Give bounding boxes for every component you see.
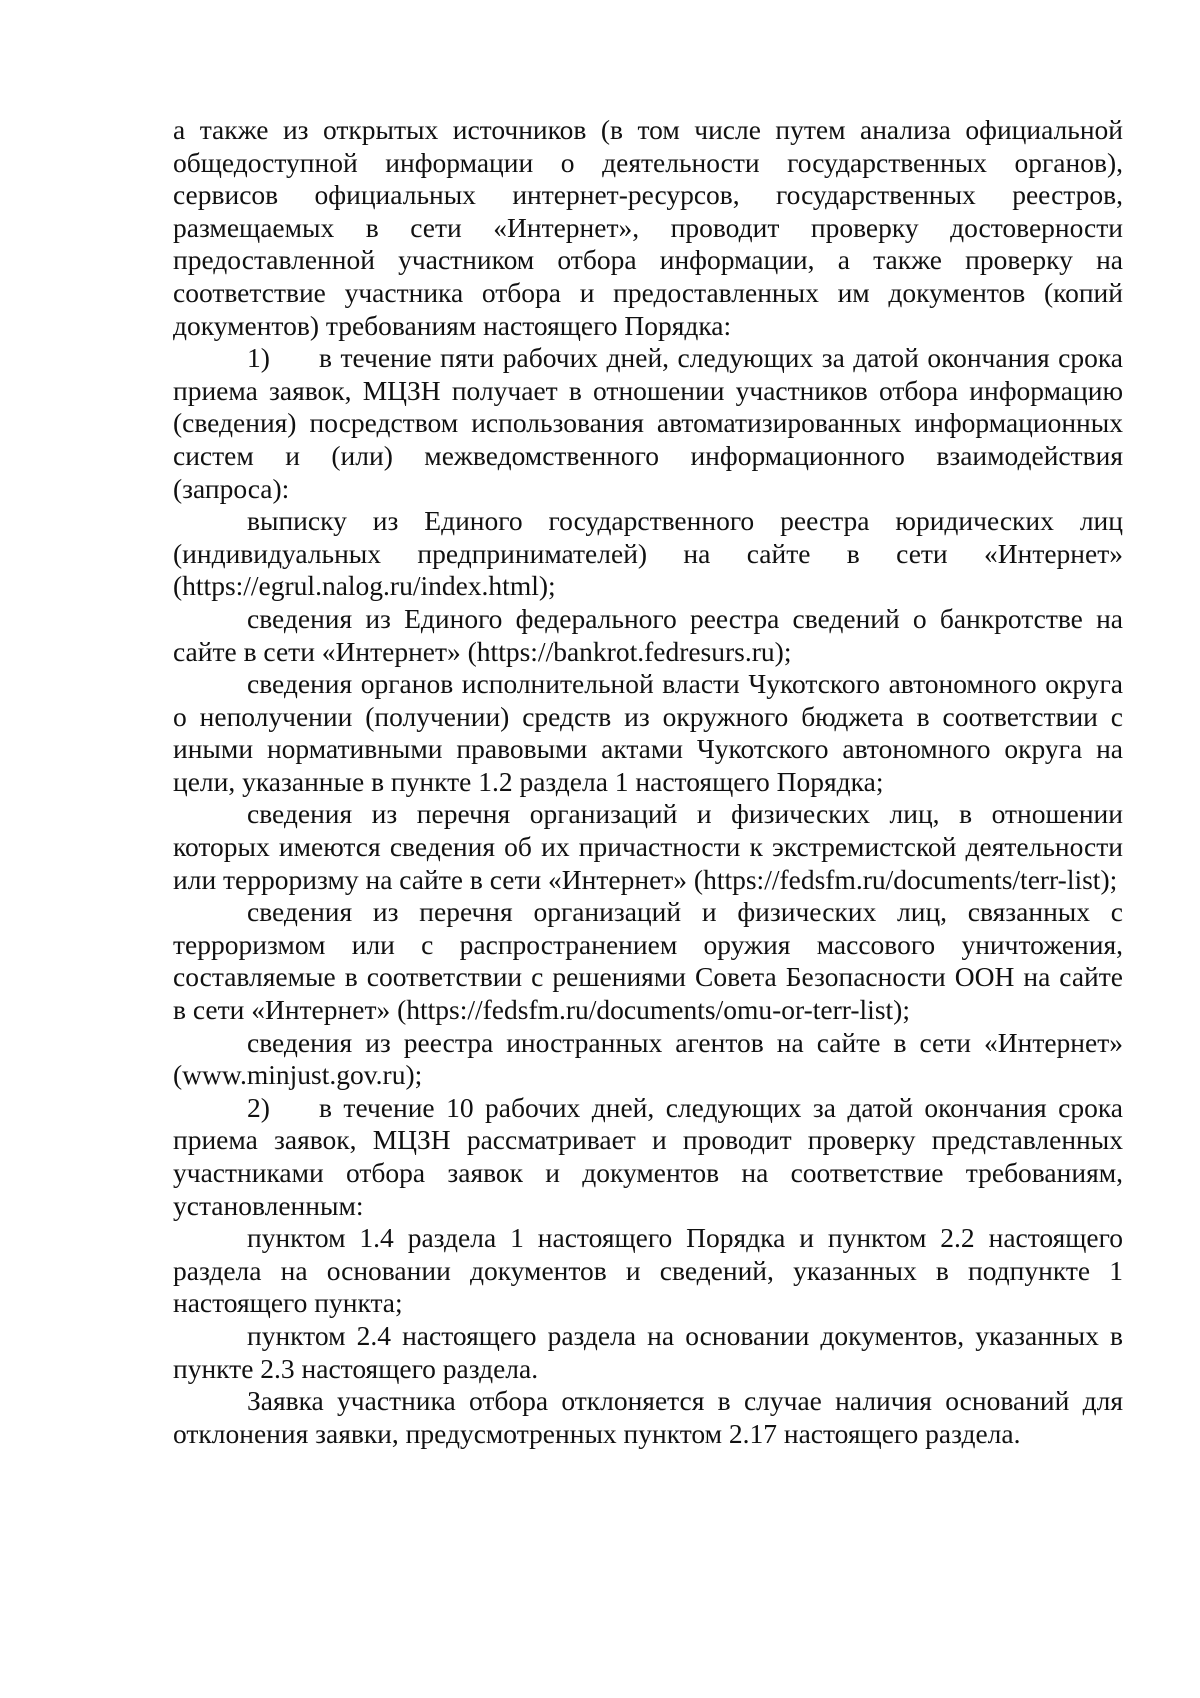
paragraph-egrul: выписку из Единого государственного реестра юридических лиц (индивидуальных предпринимателей) на сайте в сети «Интернет» (https://egrul.nalog.ru/index.html); [173,505,1123,602]
list-item-1-number: 1) [247,342,270,374]
list-item-2-number: 2) [247,1091,270,1123]
paragraph-foreign-agents: сведения из реестра иностранных агентов на сайте в сети «Интернет» (www.minjust.gov.ru); [173,1026,1123,1091]
paragraph-budget: сведения органов исполнительной власти Чукотского автономного округа о неполучении (получении) средств из окружного бюджета в соответствии с иными нормативными правовыми актами Чукотского автономного округа на цели, указанные в пункте 1.2 раздела 1 настоящего Порядка; [173,668,1123,797]
list-item-2 [173,1092,1123,1222]
list-item-1-text: в течение пяти рабочих дней, следующих за датой окончания срока приема заявок, МЦЗН получает в отношении участников отбора информацию (сведения) посредством использования автоматизированных информационных систем и (или) межведомственного информационного взаимодействия (запроса): [173,342,1123,504]
list-item-2-text: в течение 10 рабочих дней, следующих за датой окончания срока приема заявок, МЦЗН рассматривает и проводит проверку представленных участниками отбора заявок и документов на соответствие требованиям, установленным: [173,1091,1123,1221]
list-item-1 [173,342,1123,505]
paragraph-terr-list: сведения из перечня организаций и физических лиц, в отношении которых имеются сведения об их причастности к экстремистской деятельности или терроризму на сайте в сети «Интернет» (https://fedsfm.ru/documents/terr-list); [173,798,1123,895]
document-body [173,114,1123,1450]
paragraph-rejection: Заявка участника отбора отклоняется в случае наличия оснований для отклонения заявки, предусмотренных пунктом 2.17 настоящего раздела. [173,1385,1123,1449]
paragraph-bankrot: сведения из Единого федерального реестра сведений о банкротстве на сайте в сети «Интернет» (https://bankrot.fedresurs.ru); [173,602,1123,667]
paragraph-omu-list: сведения из перечня организаций и физических лиц, связанных с терроризмом или с распространением оружия массового уничтожения, составляемые в соответствии с решениями Совета Безопасности ООН на сайте в сети «Интернет» (https://fedsfm.ru/documents/omu-or-terr-list); [173,896,1123,1026]
paragraph-point-2-4: пунктом 2.4 настоящего раздела на основании документов, указанных в пункте 2.3 настоящего раздела. [173,1319,1123,1384]
paragraph-point-1-4: пунктом 1.4 раздела 1 настоящего Порядка и пунктом 2.2 настоящего раздела на основании документов и сведений, указанных в подпункте 1 настоящего пункта; [173,1222,1123,1319]
paragraph-intro: а также из открытых источников (в том числе путем анализа официальной общедоступной информации о деятельности государственных органов), сервисов официальных интернет-ресурсов, государственных реестров, размещаемых в сети «Интернет», проводит проверку достоверности предоставленной участником отбора информации, а также проверку на соответствие участника отбора и предоставленных им документов (копий документов) требованиям настоящего Порядка: [173,114,1123,341]
